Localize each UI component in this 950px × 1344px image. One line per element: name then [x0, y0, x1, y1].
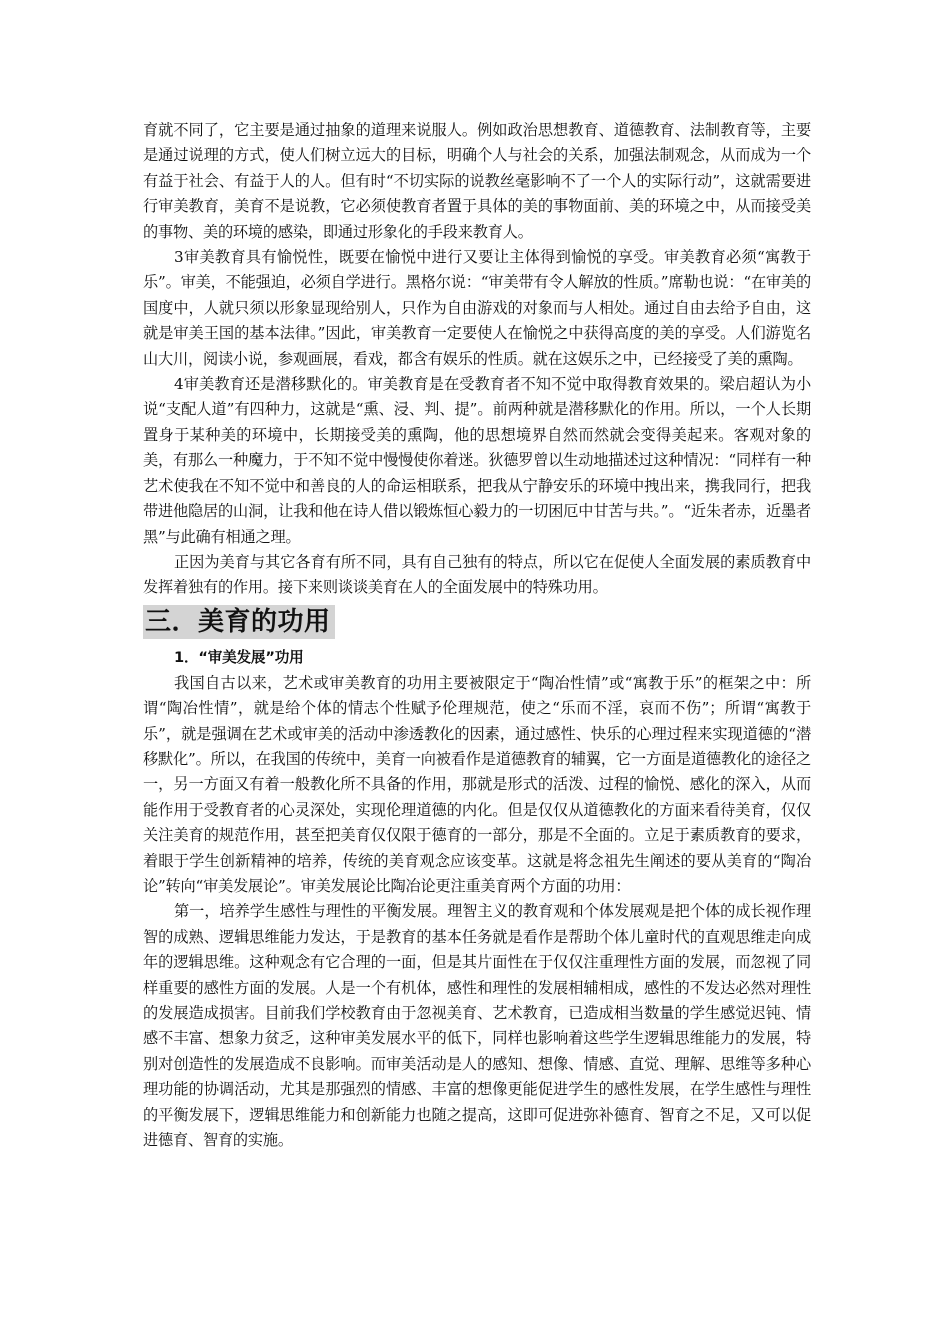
paragraph-point-3: 3审美教育具有愉悦性，既要在愉悦中进行又要让主体得到愉悦的享受。审美教育必须“寓教于乐”。审美，不能强迫，必须自学进行。黑格尔说：“审美带有令人解放的性质。”席勒也说：“在审美的国度中，人就只须以形象显现给别人，只作为自由游戏的对象而与人相处。通过自由去给予自由，这就是审美王国的基本法律。”因此，审美教育一定要使人在愉悦之中获得高度的美的享受。人们游览名山大川，阅读小说，参观画展，看戏，都含有娱乐的性质。就在这娱乐之中，已经接受了美的熏陶。 [143, 248, 811, 368]
section-heading-wrapper [143, 601, 811, 645]
paragraph-transition: 正因为美育与其它各育有所不同，具有自己独有的特点，所以它在促使人全面发展的素质教育中发挥着独有的作用。接下来则谈谈美育在人的全面发展中的特殊功用。 [143, 552, 811, 597]
paragraph-first-point: 第一，培养学生感性与理性的平衡发展。理智主义的教育观和个体发展观是把个体的成长视作理智的成熟、逻辑思维能力发达，于是教育的基本任务就是看作是帮助个体儿童时代的直观思维走向成年的逻辑思维。这种观念有它合理的一面，但是其片面性在于仅仅注重理性方面的发展，而忽视了同样重要的感性方面的发展。人是一个有机体，感性和理性的发展相辅相成，感性的不发达必然对理性的发展造成损害。目前我们学校教育由于忽视美育、艺术教育，已造成相当数量的学生感觉迟钝、情感不丰富、想象力贫乏，这种审美发展水平的低下，同样也影响着这些学生逻辑思维能力的发展，特别对创造性的发展造成不良影响。而审美活动是人的感知、想像、情感、直觉、理解、思维等多种心理功能的协调活动，尤其是那强烈的情感、丰富的想像更能促进学生的感性发展，在学生感性与理性的平衡发展下，逻辑思维能力和创新能力也随之提高，这即可促进弥补德育、智育之不足，又可以促进德育、智育的实施。 [143, 902, 811, 1150]
paragraph-point-4: 4审美教育还是潜移默化的。审美教育是在受教育者不知不觉中取得教育效果的。梁启超认为小说“支配人道”有四种力，这就是“熏、浸、判、提”。前两种就是潜移默化的作用。所以，一个人长期置身于某种美的环境中，长期接受美的熏陶，他的思想境界自然而然就会变得美起来。客观对象的美，有那么一种魔力，于不知不觉中慢慢使你着迷。狄德罗曾以生动地描述过这种情况：“同样有一种艺术使我在不知不觉中和善良的人的命运相联系，把我从宁静安乐的环境中拽出来，携我同行，把我带进他隐居的山洞，让我和他在诗人借以锻炼恒心毅力的一切困厄中甘苦与共。”。“近朱者赤，近墨者黑”与此确有相通之理。 [143, 375, 811, 546]
document-page [143, 118, 811, 1153]
sub-heading: 1．“审美发展”功用 [174, 648, 304, 666]
paragraph-tradition: 我国自古以来，艺术或审美教育的功用主要被限定于“陶冶性情”或“寓教于乐”的框架之中：所谓“陶冶性情”，就是给个体的情志个性赋予伦理规范，使之“乐而不淫，哀而不伤”；所谓“寓教于乐”，就是强调在艺术或审美的活动中渗透教化的因素，通过感性、快乐的心理过程来实现道德的“潜移默化”。所以，在我国的传统中，美育一向被看作是道德教育的辅翼，它一方面是道德教化的途径之一，另一方面又有着一般教化所不具备的作用，那就是形式的活泼、过程的愉悦、感化的深入，从而能作用于受教育者的心灵深处，实现伦理道德的内化。但是仅仅从道德教化的方面来看待美育，仅仅关注美育的规范作用，甚至把美育仅仅限于德育的一部分，那是不全面的。立足于素质教育的要求，着眼于学生创新精神的培养，传统的美育观念应该变革。这就是将念祖先生阐述的要从美育的“陶冶论”转向“审美发展论”。审美发展论比陶冶论更注重美育两个方面的功用： [143, 673, 811, 895]
paragraph-continuation: 育就不同了，它主要是通过抽象的道理来说服人。例如政治思想教育、道德教育、法制教育等，主要是通过说理的方式，使人们树立远大的目标，明确个人与社会的关系，加强法制观念，从而成为一个有益于社会、有益于人的人。但有时“不切实际的说教丝毫影响不了一个人的实际行动”，这就需要进行审美教育，美育不是说教，它必须使教育者置于具体的美的事物面前、美的环境之中，从而接受美的事物、美的环境的感染，即通过形象化的手段来教育人。 [143, 121, 811, 241]
section-heading: 三．美育的功用 [143, 605, 335, 639]
